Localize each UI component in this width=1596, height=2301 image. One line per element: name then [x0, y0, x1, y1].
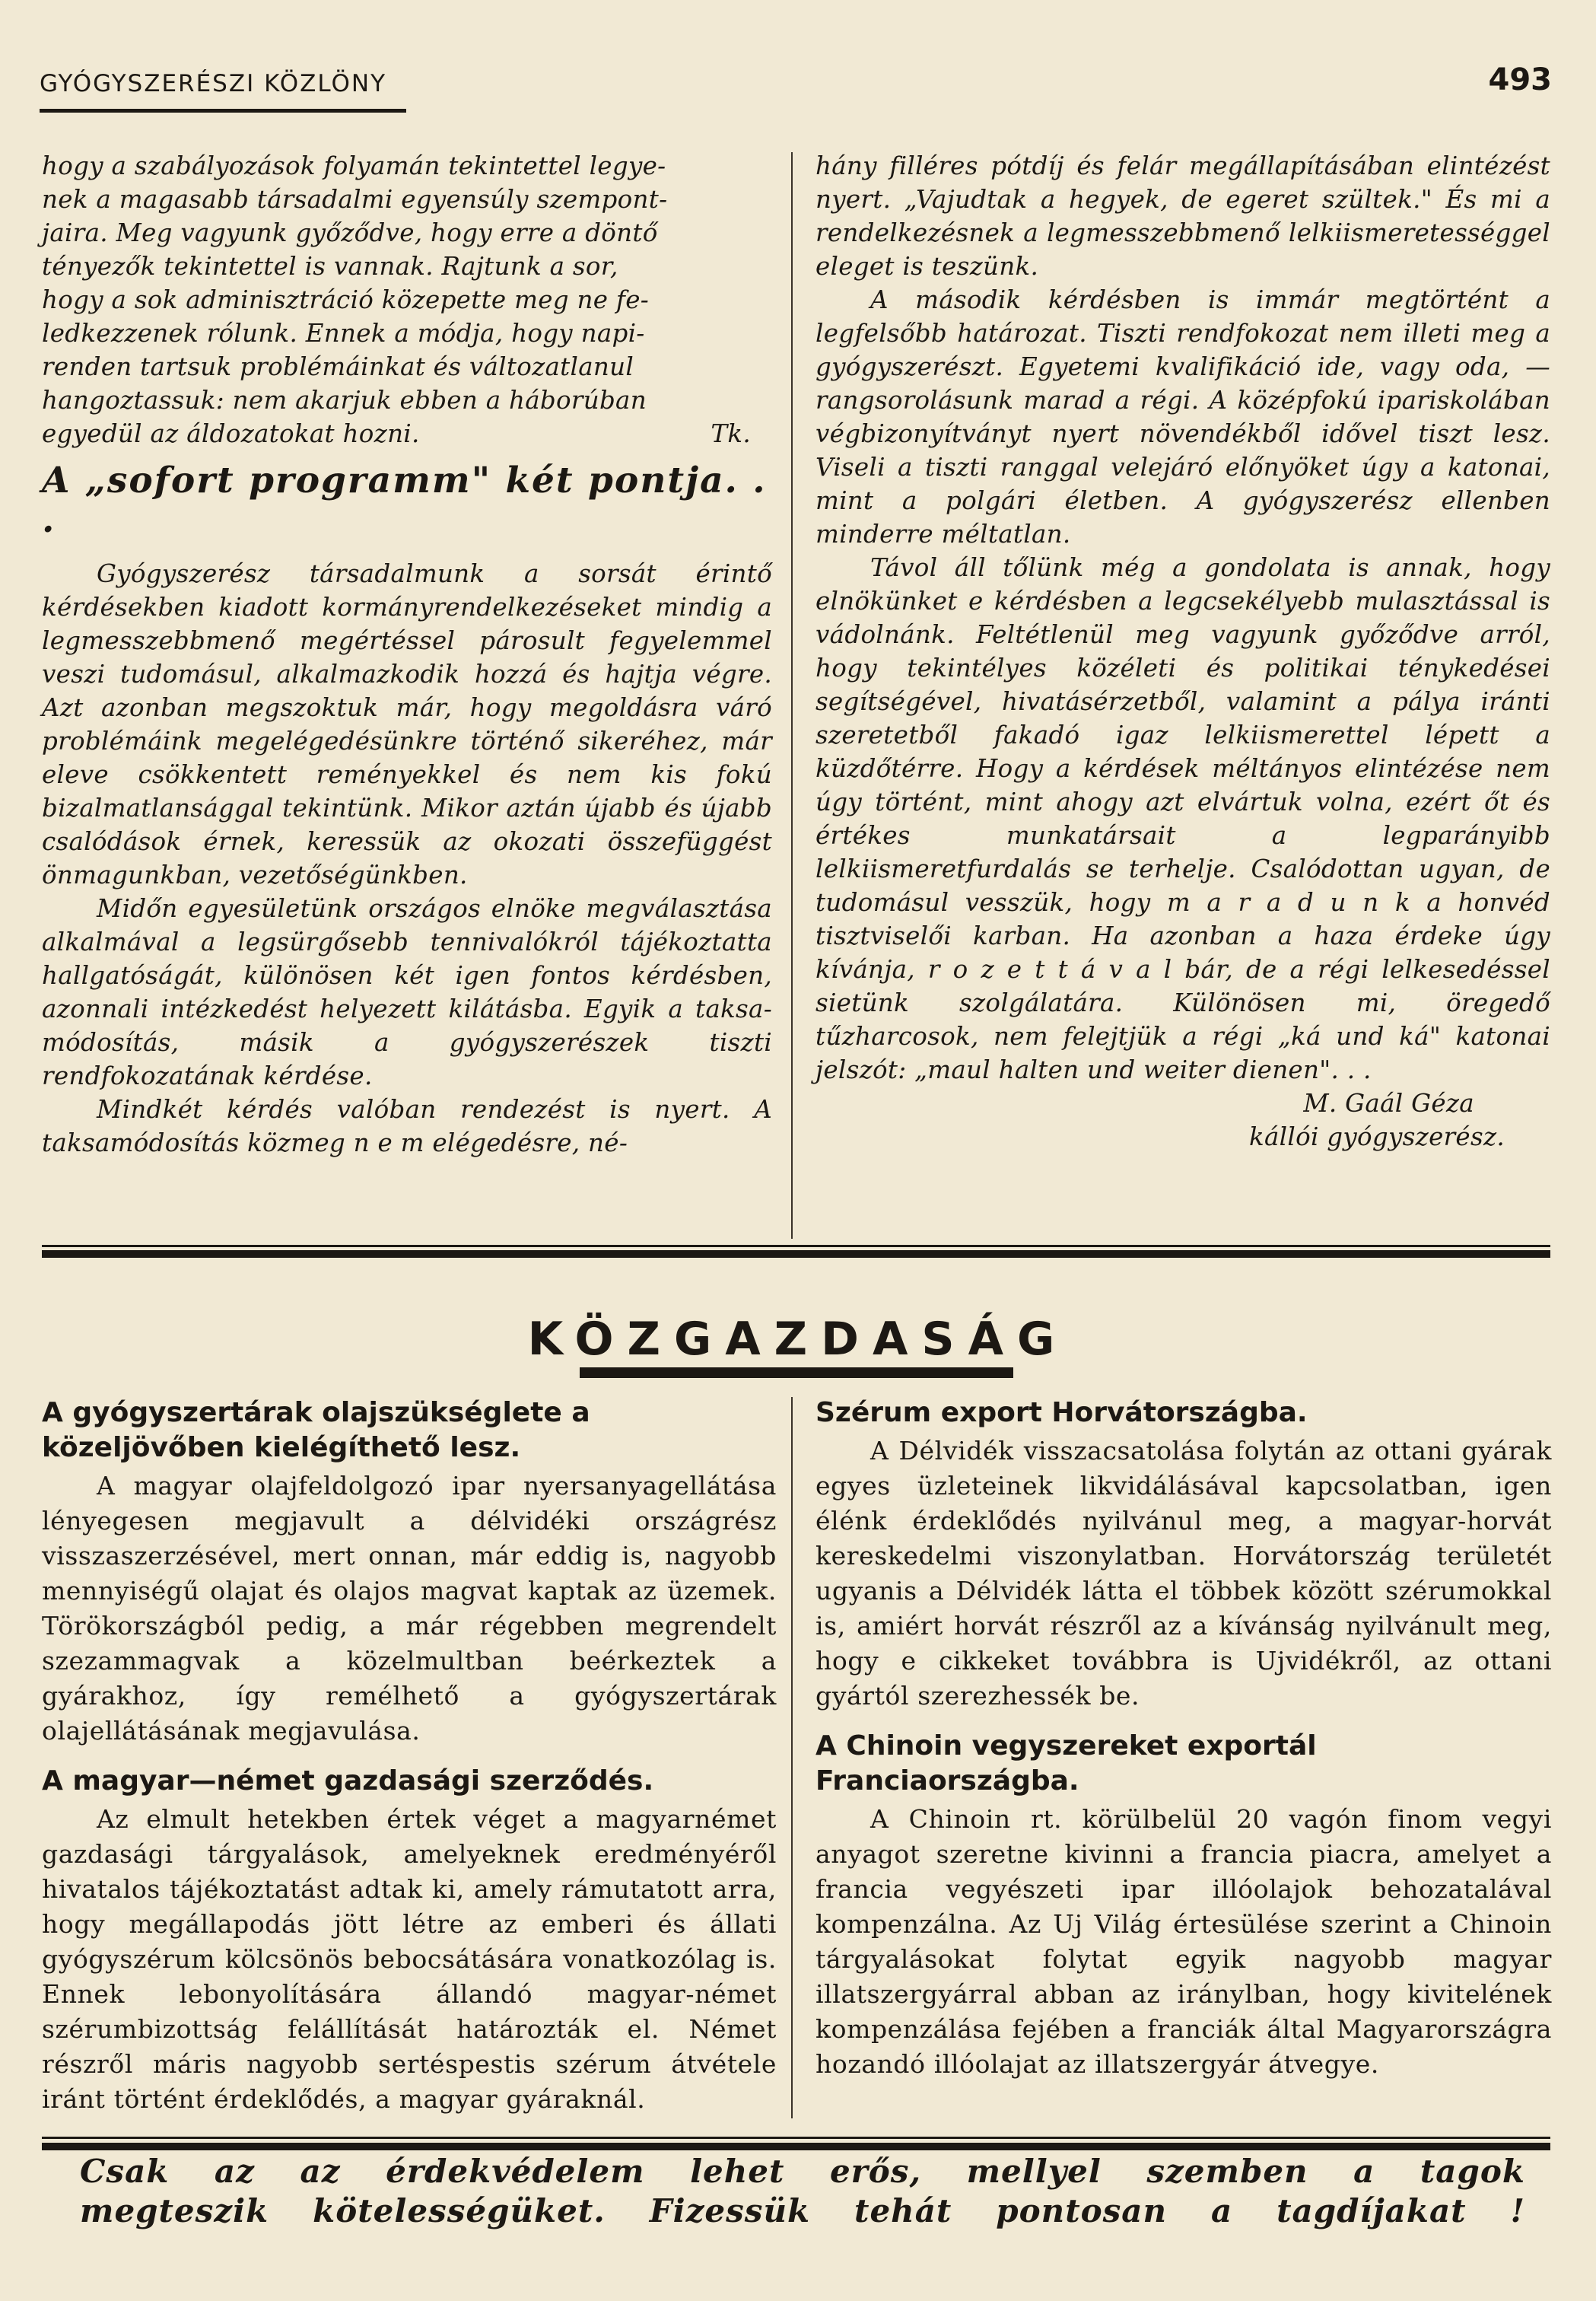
section-rule: [42, 1245, 1550, 1247]
text-line: hangoztassuk: nem akarjuk ebben a háborúban: [42, 386, 647, 415]
text-line: hogy a sok adminisztráció közepette meg ne fe-: [42, 285, 650, 314]
text-line: nek a magasabb társadalmi egyensúly szempont-: [42, 185, 668, 214]
news-body: A Chinoin rt. körülbelül 20 vagón finom vegyi anyagot szeretne kivinni a francia piacra, amelyet a francia vegyészeti ipar illóolajok behozatalával kompenzálna. Az Uj Világ értesülése szerint a Chinoin tárgyalásokat folytat egyik nagyobb magyar illatszergyárral abban az iránylban, hogy kivitelének kompenzálása fejében a franciák által Magyarországra hozandó illóolajat az illatszergyár átvegye.: [815, 1804, 1552, 2079]
article-title: A „sofort programm" két pontja. . .: [42, 460, 767, 541]
text-line: hogy a szabályozások folyamán tekintettel legye-: [42, 151, 666, 180]
section-title: KÖZGAZDASÁG: [527, 1313, 1069, 1366]
news-heading: A gyógyszertárak olajszükséglete a közeljövőben kielégíthető lesz.: [42, 1397, 590, 1463]
section-rule: [42, 1250, 1550, 1258]
header-rule: [40, 109, 406, 113]
column-divider: [791, 152, 793, 1239]
bottom-rule: [42, 2143, 1550, 2150]
text-line: jaira. Meg vagyunk győződve, hogy erre a döntő: [42, 218, 658, 247]
author-initials: Tk.: [711, 419, 751, 448]
news-body: A magyar olajfeldolgozó ipar nyersanyagellátása lényegesen megjavult a délvidéki országrész visszaszerzésével, mert onnan, már eddig is, nagyobb mennyiségű olajat és olajos magvat kaptak az üzemek. Törökországból pedig, a már régebben megrendelt szezammagvak a közelmultban beérkeztek a gyárakhoz, így remélhető a gyógyszertárak olajellátásának megjavulása.: [42, 1471, 777, 1746]
text-line: tényezők tekintettel is vannak. Rajtunk a sor,: [42, 252, 618, 281]
economy-right-column: [815, 1396, 1552, 2082]
author-role: kállói gyógyszerész.: [1249, 1122, 1505, 1151]
article-paragraph: Távol áll tőlünk még a gondolata is annak, hogy elnökünket e kérdésben a legcsekélyebb mulasztással is vádolnánk. Feltétlenül meg vagyunk győződve arról, hogy tekintélyes közéleti és politikai ténykedései segítségével, hivatásérzetből, valamint a pálya iránti szeretetből fakadó igaz lelkiismerettel lépett a küzdőtérre. Hogy a kérdések méltányos elintézése nem úgy történt, mint ahogy azt elvártuk volna, ezért őt és értékes munkatársait a legparányibb lelkiismeretfurdalás se terhelje. Csalódottan ugyan, de tudomásul vesszük, hogy m a r a d u n k a honvéd tisztviselői karban. Ha azonban a haza érdeke úgy kívánja, r o z e t t á v a l bár, de a régi lelkesedéssel sietünk szolgálatára. Különösen mi, öregedő tűzharcosok, nem felejtjük a régi „ká und ká" katonai jelszót: „maul halten und weiter dienen". . .: [815, 553, 1550, 1084]
news-heading: A Chinoin vegyszereket exportál Franciaországba.: [815, 1730, 1317, 1797]
continued-text: [42, 149, 772, 417]
top-right-column: [815, 149, 1550, 1154]
economy-left-column: [42, 1396, 777, 2117]
section-underline: [580, 1367, 1013, 1378]
closing-text: egyedül az áldozatokat hozni.: [42, 419, 420, 448]
article-paragraph: hány filléres pótdíj és felár megállapításában elintézést nyert. „Vajudtak a hegyek, de egeret szültek." És mi a rendelkezésnek a legmesszebbmenő lelkiismeretességgel eleget is teszünk.: [815, 151, 1550, 281]
page-number: 493: [1488, 62, 1552, 97]
top-left-column: [42, 149, 772, 1160]
running-title: GYÓGYSZERÉSZI KÖZLÖNY: [40, 70, 387, 97]
bottom-rule: [42, 2137, 1550, 2139]
news-body: Az elmult hetekben értek véget a magyarnémet gazdasági tárgyalások, amelyeknek eredményéről hivatalos tájékoztatást adtak ki, amely rámutatott arra, hogy megállapodás jött létre az emberi és állati gyógyszérum kölcsönös bebocsátására vonatkozólag is. Ennek lebonyolítására állandó magyar-német szérumbizottság felállítását határozták el. Német részről máris nagyobb sertéspestis szérum átvétele iránt történt érdeklődés, a magyar gyáraknál.: [42, 1804, 777, 2114]
column-divider: [791, 1397, 793, 2118]
membership-slogan: [80, 2152, 1525, 2231]
news-heading: A magyar—német gazdasági szerződés.: [42, 1765, 654, 1797]
slogan-line: megteszik kötelességüket. Fizessük tehát pontosan a tagdíjakat !: [80, 2192, 1525, 2229]
signature-line: [42, 417, 772, 450]
news-body: A Délvidék visszacsatolása folytán az ottani gyárak egyes üzleteinek likvidálásával kapcsolatban, igen élénk érdeklődés nyilvánul meg, a magyar-horvát kereskedelmi viszonylatban. Horvátország területét ugyanis a Délvidék látta el többek között szérumokkal is, amiért horvát részről az a kívánság nyilvánult meg, hogy e cikkeket továbbra is Ujvidékről, az ottani gyártól szerezhessék be.: [815, 1436, 1552, 1711]
slogan-line: Csak az az érdekvédelem lehet erős, mellyel szemben a tagok: [80, 2153, 1525, 2190]
article-paragraph: A második kérdésben is immár megtörtént a legfelsőbb határozat. Tiszti rendfokozat nem illeti meg a gyógyszerészt. Egyetemi kvalifikáció ide, vagy oda, — rangsorolásunk marad a régi. A középfokú ipariskolában végbizonyítványt nyert növendékből idővel tiszt lesz. Viseli a tiszti ranggal velejáró előnyöket úgy a katonai, mint a polgári életben. A gyógyszerész ellenben minderre méltatlan.: [815, 285, 1550, 549]
article-signature: [815, 1087, 1550, 1154]
text-line: ledkezzenek rólunk. Ennek a módja, hogy napi-: [42, 319, 645, 348]
text-line: renden tartsuk problémáinkat és változatlanul: [42, 352, 634, 381]
news-heading: Szérum export Horvátországba.: [815, 1397, 1308, 1428]
article-paragraph: Gyógyszerész társadalmunk a sorsát érintő kérdésekben kiadott kormányrendelkezéseket mindig a legmesszebbmenő megértéssel párosult fegyelemmel veszi tudomásul, alkalmazkodik hozzá és hajtja végre. Azt azonban megszoktuk már, hogy megoldásra váró problémáink megelégedésünkre történő sikeréhez, már eleve csökkentett reményekkel és nem kis fokú bizalmatlansággal tekintünk. Mikor aztán újabb és újabb csalódások érnek, keressük az okozati összefüggést önmagunkban, vezetőségünkben.: [42, 559, 772, 890]
author-name: M. Gaál Géza: [1303, 1089, 1474, 1118]
article-paragraph: Mindkét kérdés valóban rendezést is nyert. A taksamódosítás közmeg n e m elégedésre, né-: [42, 1095, 772, 1157]
article-paragraph: Midőn egyesületünk országos elnöke megválasztása alkalmával a legsürgősebb tennivalókról tájékoztatta hallgatóságát, különösen két igen fontos kérdésben, azonnali intézkedést helyezett kilátásba. Egyik a taksa-módosítás, másik a gyógyszerészek tiszti rendfokozatának kérdése.: [42, 894, 772, 1090]
